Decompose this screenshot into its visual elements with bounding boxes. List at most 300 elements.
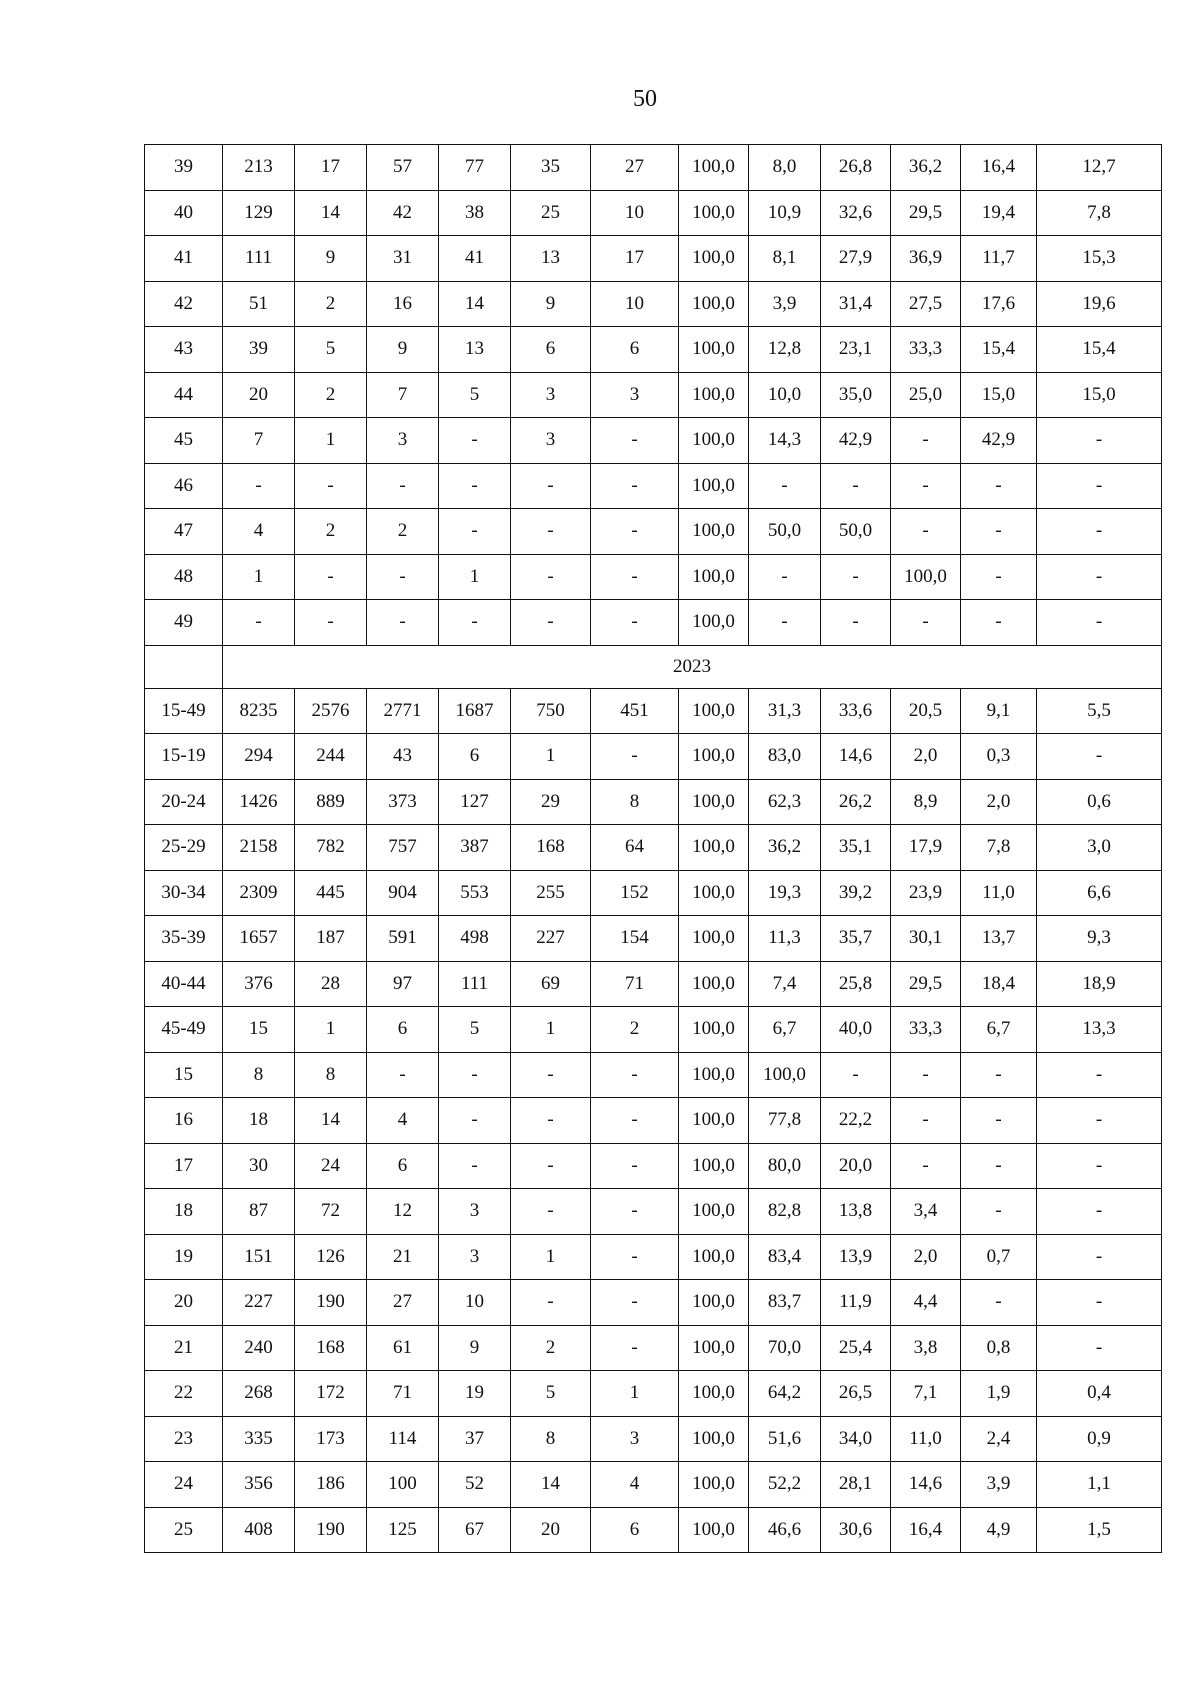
table-cell: - [961,1189,1037,1235]
table-cell: - [1037,1325,1162,1371]
table-cell: 4,9 [961,1507,1037,1553]
table-cell: 268 [223,1371,295,1417]
table-cell: - [961,463,1037,509]
row-label-cell: 23 [145,1416,223,1462]
table-cell: 6,6 [1037,870,1162,916]
table-cell: 100,0 [679,1143,749,1189]
table-cell: 904 [367,870,439,916]
table-cell: 1,5 [1037,1507,1162,1553]
row-label-cell: 48 [145,554,223,600]
table-cell: 4 [223,509,295,555]
table-cell: 3,9 [749,281,821,327]
table-cell: 17 [295,145,367,191]
table-cell: 50,0 [821,509,891,555]
table-row [145,554,1162,600]
table-cell: 14 [439,281,511,327]
table-cell: - [891,1143,961,1189]
table-row [145,916,1162,962]
table-cell: 27 [367,1280,439,1326]
table-cell: 13,9 [821,1234,891,1280]
table-cell: 3,4 [891,1189,961,1235]
table-cell: 7 [367,372,439,418]
table-cell: 1426 [223,779,295,825]
table-cell: 4,4 [891,1280,961,1326]
row-label-cell: 15 [145,1052,223,1098]
table-cell: 1,9 [961,1371,1037,1417]
table-cell: 41 [439,236,511,282]
table-cell: 82,8 [749,1189,821,1235]
table-cell: 111 [439,961,511,1007]
table-cell: - [591,1052,679,1098]
table-cell: 23,1 [821,327,891,373]
table-cell: - [1037,463,1162,509]
table-cell: 255 [511,870,591,916]
table-cell: 100,0 [679,1462,749,1508]
table-cell: - [961,600,1037,646]
table-cell: 25,0 [891,372,961,418]
table-cell: 35,1 [821,825,891,871]
table-cell: 64,2 [749,1371,821,1417]
table-cell: 100,0 [679,916,749,962]
table-cell: 27,5 [891,281,961,327]
table-cell: 1 [511,734,591,780]
table-cell: 33,3 [891,1007,961,1053]
table-cell: 50,0 [749,509,821,555]
table-cell: 100,0 [679,961,749,1007]
table-cell: 17,6 [961,281,1037,327]
table-cell: 553 [439,870,511,916]
row-label-cell: 21 [145,1325,223,1371]
table-cell: 12 [367,1189,439,1235]
table-cell: 3,0 [1037,825,1162,871]
table-cell: 16,4 [891,1507,961,1553]
row-label-cell: 15-19 [145,734,223,780]
table-cell: 154 [591,916,679,962]
table-cell: 83,4 [749,1234,821,1280]
table-cell: 20,0 [821,1143,891,1189]
table-cell: 152 [591,870,679,916]
table-cell: 14 [295,190,367,236]
table-cell: - [1037,1280,1162,1326]
table-cell: 0,7 [961,1234,1037,1280]
table-cell: 3 [591,372,679,418]
table-cell: 30,6 [821,1507,891,1553]
table-cell: 1 [511,1007,591,1053]
table-cell: 12,7 [1037,145,1162,191]
table-cell: 11,0 [891,1416,961,1462]
table-cell: 2 [295,281,367,327]
table-cell: 100,0 [679,509,749,555]
table-cell: - [591,463,679,509]
table-cell: 11,9 [821,1280,891,1326]
table-cell: 1 [439,554,511,600]
table-cell: 20 [511,1507,591,1553]
table-row [145,961,1162,1007]
table-cell: 27 [591,145,679,191]
table-cell: - [891,463,961,509]
table-cell: 451 [591,688,679,734]
table-cell: 8 [511,1416,591,1462]
table-cell: 72 [295,1189,367,1235]
table-row [145,1234,1162,1280]
table-cell: 39,2 [821,870,891,916]
table-cell: 18 [223,1098,295,1144]
table-cell: 111 [223,236,295,282]
table-cell: 35,7 [821,916,891,962]
table-cell: 7,8 [961,825,1037,871]
table-cell: 13,3 [1037,1007,1162,1053]
table-cell: 15,3 [1037,236,1162,282]
table-cell: - [961,554,1037,600]
table-cell: 2,0 [891,1234,961,1280]
table-cell: 52 [439,1462,511,1508]
table-cell: 15,4 [1037,327,1162,373]
table-cell: - [511,1052,591,1098]
table-cell: 20 [223,372,295,418]
table-cell: 100,0 [679,1052,749,1098]
table-cell: 6 [591,327,679,373]
table-cell: - [439,418,511,464]
table-cell: 100,0 [679,1416,749,1462]
table-cell: 3 [591,1416,679,1462]
row-label-cell: 44 [145,372,223,418]
table-row [145,825,1162,871]
row-label-cell: 35-39 [145,916,223,962]
table-cell: 34,0 [821,1416,891,1462]
table-cell: - [223,600,295,646]
table-cell: 40,0 [821,1007,891,1053]
table-cell: 100,0 [679,734,749,780]
table-cell: 11,7 [961,236,1037,282]
table-cell: - [295,463,367,509]
table-cell: 97 [367,961,439,1007]
table-row [145,418,1162,464]
table-cell: 6,7 [749,1007,821,1053]
table-cell: 387 [439,825,511,871]
table-cell: - [1037,1052,1162,1098]
table-cell: 51 [223,281,295,327]
table-cell: 240 [223,1325,295,1371]
table-cell: 6 [367,1143,439,1189]
table-cell: 100,0 [679,418,749,464]
table-cell: 100,0 [679,1325,749,1371]
table-cell: 33,6 [821,688,891,734]
table-cell: 1 [295,1007,367,1053]
table-cell: 2,0 [961,779,1037,825]
table-cell: 5 [439,372,511,418]
table-cell: 2309 [223,870,295,916]
table-row [145,463,1162,509]
table-cell: 52,2 [749,1462,821,1508]
table-cell: 5,5 [1037,688,1162,734]
table-cell: 3 [367,418,439,464]
table-cell: 757 [367,825,439,871]
table-cell: 9 [511,281,591,327]
table-cell: - [961,1098,1037,1144]
table-cell: 2771 [367,688,439,734]
table-cell: 10 [591,190,679,236]
table-cell: 35,0 [821,372,891,418]
table-row [145,1371,1162,1417]
table-cell: 2,4 [961,1416,1037,1462]
table-row [145,1007,1162,1053]
table-cell: 100,0 [679,1280,749,1326]
table-cell: 1657 [223,916,295,962]
table-cell: 6 [367,1007,439,1053]
table-cell: 30 [223,1143,295,1189]
table-cell: 19,3 [749,870,821,916]
table-cell: 28,1 [821,1462,891,1508]
table-cell: - [367,600,439,646]
table-cell: - [821,1052,891,1098]
row-label-cell: 25 [145,1507,223,1553]
table-cell: 10,9 [749,190,821,236]
table-row [145,600,1162,646]
table-cell: 6 [511,327,591,373]
row-label-cell: 45 [145,418,223,464]
row-label-cell: 45-49 [145,1007,223,1053]
table-cell: 100,0 [679,554,749,600]
row-label-cell: 47 [145,509,223,555]
row-label-cell: 40-44 [145,961,223,1007]
table-cell: 15 [223,1007,295,1053]
table-row [145,236,1162,282]
row-label-cell: 43 [145,327,223,373]
table-cell: - [961,1052,1037,1098]
table-cell: 100,0 [891,554,961,600]
table-cell: 244 [295,734,367,780]
row-label-cell: 16 [145,1098,223,1144]
table-cell: 14,6 [891,1462,961,1508]
table-row [145,779,1162,825]
table-cell: 126 [295,1234,367,1280]
table-cell: 2158 [223,825,295,871]
table-cell: 190 [295,1507,367,1553]
table-cell: 7 [223,418,295,464]
table-cell: 26,5 [821,1371,891,1417]
table-cell: 5 [439,1007,511,1053]
table-row [145,1507,1162,1553]
table-cell: 213 [223,145,295,191]
table-cell: 16 [367,281,439,327]
table-cell: 0,9 [1037,1416,1162,1462]
table-cell: 29 [511,779,591,825]
table-cell: 77,8 [749,1098,821,1144]
table-cell: 14,3 [749,418,821,464]
table-cell: 100,0 [679,1189,749,1235]
row-label-cell: 49 [145,600,223,646]
table-cell: 10 [591,281,679,327]
table-cell: 114 [367,1416,439,1462]
table-cell: 42,9 [961,418,1037,464]
table-cell: 17,9 [891,825,961,871]
table-cell: 100,0 [679,779,749,825]
table-cell: - [295,554,367,600]
table-cell: 9 [295,236,367,282]
table-cell: 14 [511,1462,591,1508]
table-cell: 25 [511,190,591,236]
table-cell: - [1037,1234,1162,1280]
table-cell: 27,9 [821,236,891,282]
table-cell: - [439,509,511,555]
table-cell: 8,0 [749,145,821,191]
table-cell: 3 [439,1189,511,1235]
table-cell: 9 [439,1325,511,1371]
table-cell: 227 [511,916,591,962]
table-cell: 2 [367,509,439,555]
table-cell: 19,6 [1037,281,1162,327]
table-cell: - [961,1280,1037,1326]
table-cell: 1 [591,1371,679,1417]
table-cell: 5 [511,1371,591,1417]
table-cell: 408 [223,1507,295,1553]
row-label-cell: 25-29 [145,825,223,871]
table-cell: 62,3 [749,779,821,825]
table-cell: 46,6 [749,1507,821,1553]
row-label-cell: 30-34 [145,870,223,916]
table-cell: 9,1 [961,688,1037,734]
table-cell: 42,9 [821,418,891,464]
table-cell: - [591,1325,679,1371]
table-cell: - [591,1234,679,1280]
table-cell: - [591,600,679,646]
table-row [145,688,1162,734]
statistics-table [144,144,1162,1553]
table-cell: 8 [295,1052,367,1098]
table-cell: 168 [295,1325,367,1371]
table-cell: 100,0 [679,281,749,327]
table-cell: - [749,463,821,509]
table-cell: 69 [511,961,591,1007]
table-cell: - [821,554,891,600]
table-cell: - [891,1098,961,1144]
table-row [145,327,1162,373]
table-row [145,1416,1162,1462]
table-cell: 87 [223,1189,295,1235]
table-cell: 8235 [223,688,295,734]
table-cell: 9,3 [1037,916,1162,962]
table-cell: 16,4 [961,145,1037,191]
table-cell: 4 [367,1098,439,1144]
table-cell: 19 [439,1371,511,1417]
table-cell: 14,6 [821,734,891,780]
table-row [145,509,1162,555]
table-cell: - [891,418,961,464]
table-row [145,1462,1162,1508]
row-label-cell: 20-24 [145,779,223,825]
table-cell: 8,1 [749,236,821,282]
table-cell: 13 [439,327,511,373]
table-cell: 100,0 [679,1098,749,1144]
table-cell: 168 [511,825,591,871]
year-header-row [145,645,1162,688]
table-cell: 1687 [439,688,511,734]
table-cell: 11,3 [749,916,821,962]
table-cell: 36,2 [891,145,961,191]
table-cell: 71 [367,1371,439,1417]
table-cell: - [961,1143,1037,1189]
table-cell: 37 [439,1416,511,1462]
table-cell: 61 [367,1325,439,1371]
table-cell: 2,0 [891,734,961,780]
table-cell: 26,8 [821,145,891,191]
table-cell: 151 [223,1234,295,1280]
table-cell: - [295,600,367,646]
table-cell: 498 [439,916,511,962]
table-cell: 8,9 [891,779,961,825]
table-cell: 1 [511,1234,591,1280]
row-label-cell: 42 [145,281,223,327]
table-cell: 173 [295,1416,367,1462]
table-cell: 71 [591,961,679,1007]
table-cell: 51,6 [749,1416,821,1462]
table-cell: - [439,1052,511,1098]
table-cell: 28 [295,961,367,1007]
table-row [145,1052,1162,1098]
table-cell: 782 [295,825,367,871]
table-cell: 80,0 [749,1143,821,1189]
table-cell: 100,0 [679,688,749,734]
table-cell: 356 [223,1462,295,1508]
table-cell: - [1037,734,1162,780]
table-cell: 7,1 [891,1371,961,1417]
table-cell: 2576 [295,688,367,734]
table-cell: - [1037,1098,1162,1144]
table-cell: - [1037,509,1162,555]
table-cell: - [821,600,891,646]
table-cell: 100,0 [679,463,749,509]
table-cell: 70,0 [749,1325,821,1371]
table-cell: - [891,509,961,555]
table-cell: 0,8 [961,1325,1037,1371]
table-cell: 83,7 [749,1280,821,1326]
table-cell: - [511,463,591,509]
table-cell: - [591,418,679,464]
page-number: 50 [633,86,657,112]
table-cell: - [511,600,591,646]
table-cell: - [1037,418,1162,464]
table-cell: - [223,463,295,509]
table-cell: 39 [223,327,295,373]
table-cell: 12,8 [749,327,821,373]
row-label-cell: 41 [145,236,223,282]
table-cell: 18,9 [1037,961,1162,1007]
table-cell: 127 [439,779,511,825]
table-cell: 2 [511,1325,591,1371]
table-cell: - [591,734,679,780]
row-label-cell: 18 [145,1189,223,1235]
table-cell: - [749,600,821,646]
table-cell: 3 [439,1234,511,1280]
table-cell: - [591,1098,679,1144]
row-label-cell: 15-49 [145,688,223,734]
table-cell: 100,0 [679,190,749,236]
table-cell: - [367,1052,439,1098]
table-row [145,145,1162,191]
table-cell: 17 [591,236,679,282]
table-cell: 100,0 [679,372,749,418]
table-cell: 1,1 [1037,1462,1162,1508]
table-cell: - [511,1098,591,1144]
table-cell: 7,8 [1037,190,1162,236]
table-cell: 100,0 [679,327,749,373]
table-cell: 20,5 [891,688,961,734]
table-row [145,734,1162,780]
table-cell: 42 [367,190,439,236]
table-cell: 33,3 [891,327,961,373]
row-label-cell: 22 [145,1371,223,1417]
table-cell: - [439,1098,511,1144]
